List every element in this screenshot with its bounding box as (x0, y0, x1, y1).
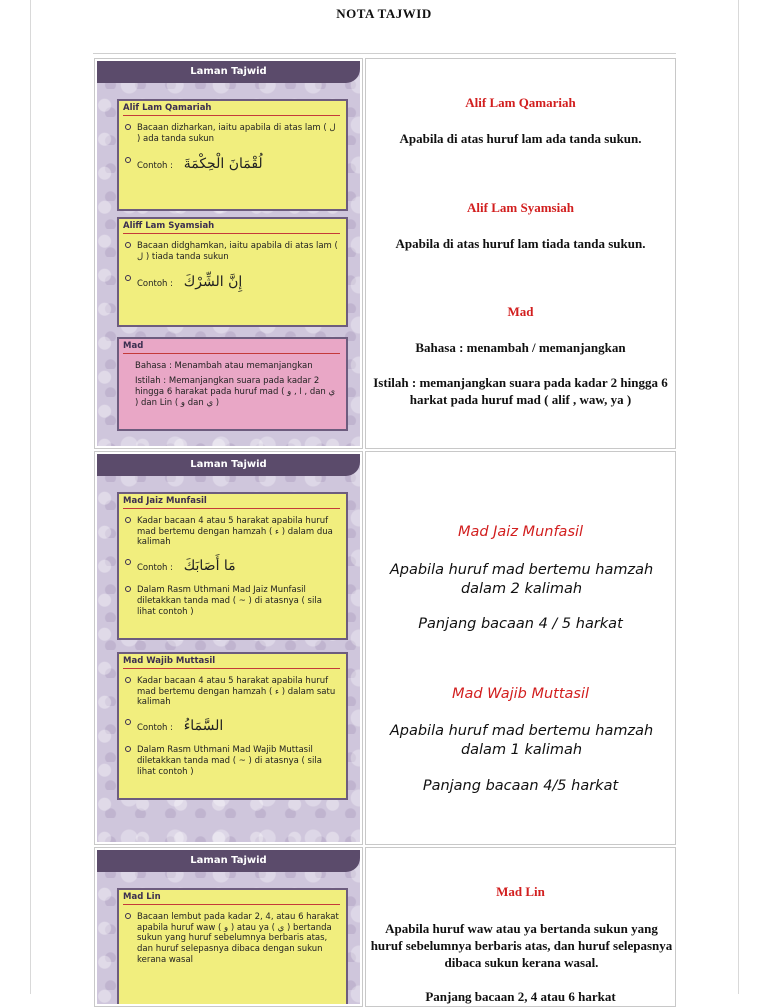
alif-qamariah-box (117, 99, 348, 211)
bullet-icon (125, 242, 131, 248)
bullet-icon (125, 719, 131, 725)
bullet-icon (125, 124, 131, 130)
arabic-example: لُقْمَانَ الْحِكْمَةَ (183, 156, 263, 173)
box-heading: Mad Lin (119, 890, 346, 904)
mad-lin-box (117, 888, 348, 1004)
box-line-text: Kadar bacaan 4 atau 5 harakat apabila huruf mad bertemu dengan hamzah ( ء ) dalam dua kalimah (137, 516, 333, 548)
mad-bahasa: Bahasa : Menambah atau memanjangkan (135, 361, 313, 371)
contoh-label: Contoh : (137, 279, 174, 290)
page-edge-right (738, 0, 739, 994)
bullet-icon (125, 913, 131, 919)
contoh-label: Contoh : (137, 722, 174, 733)
text-cell-1 (365, 58, 676, 449)
box-line-text: Dalam Rasm Uthmani Mad Wajib Muttasil diletakkan tanda mad ( ~ ) di atasnya ( sila lihat contoh ) (137, 745, 322, 777)
text-mad-istilah: Istilah : memanjangkan suara pada kadar 2 hingga 6 harkat pada huruf mad ( alif , waw, ya ) (373, 375, 668, 407)
mad-wajib-box (117, 652, 348, 800)
box-line-text: Kadar bacaan 4 atau 5 harakat apabila huruf mad bertemu dengan hamzah ( ء ) dalam satu kalimah (137, 676, 336, 708)
title-divider (93, 53, 676, 54)
box-line-text: Dalam Rasm Uthmani Mad Jaiz Munfasil diletakkan tanda mad ( ~ ) di atasnya ( sila lihat contoh ) (137, 585, 322, 617)
box-heading: Mad (119, 339, 346, 353)
box-heading: Mad Jaiz Munfasil (119, 494, 346, 508)
heading-mad-jaiz: Mad Jaiz Munfasil (457, 524, 584, 540)
text-cell-2 (365, 451, 676, 845)
bullet-icon (125, 559, 131, 565)
box-line (119, 121, 346, 144)
contoh-label: Contoh : (137, 562, 174, 573)
text-mad-bahasa: Bahasa : menambah / memanjangkan (415, 340, 626, 355)
laman-tajwid-card-2 (97, 454, 360, 842)
alif-syamsiah-box (117, 217, 348, 327)
image-cell-1 (94, 58, 363, 449)
box-heading: Mad Wajib Muttasil (119, 654, 346, 668)
box-line-text: Bacaan didghamkan, iaitu apabila di atas lam ( ل ) tiada tanda sukun (137, 241, 338, 262)
card-header: Laman Tajwid (97, 454, 360, 476)
box-line (119, 910, 346, 965)
box-line (119, 743, 346, 777)
heading-alif-syamsiah: Alif Lam Syamsiah (467, 200, 574, 215)
text-mad-lin-panjang: Panjang bacaan 2, 4 atau 6 harkat (425, 989, 616, 1004)
page-edge-left (30, 0, 31, 994)
image-cell-2 (94, 451, 363, 845)
text-mad-wajib-panjang: Panjang bacaan 4/5 harkat (422, 778, 619, 794)
card-header: Laman Tajwid (97, 61, 360, 83)
box-contoh (119, 272, 346, 292)
laman-tajwid-card-1 (97, 61, 360, 446)
heading-alif-qamariah: Alif Lam Qamariah (465, 95, 576, 110)
bullet-icon (125, 157, 131, 163)
box-contoh (119, 154, 346, 174)
laman-tajwid-card-3 (97, 850, 360, 1004)
bullet-icon (125, 586, 131, 592)
text-mad-jaiz-panjang: Panjang bacaan 4 / 5 harkat (418, 616, 623, 632)
bullet-icon (125, 746, 131, 752)
image-cell-3 (94, 847, 363, 1007)
contoh-label: Contoh : (137, 161, 174, 172)
heading-mad: Mad (507, 304, 534, 319)
arabic-example: مَا أَصَابَكَ (183, 557, 236, 574)
text-alif-qamariah: Apabila di atas huruf lam ada tanda sukun. (399, 131, 642, 146)
heading-mad-wajib: Mad Wajib Muttasil (451, 686, 590, 702)
mad-jaiz-box (117, 492, 348, 640)
box-heading: Aliff Lam Syamsiah (119, 219, 346, 233)
mad-box (117, 337, 348, 431)
box-heading: Alif Lam Qamariah (119, 101, 346, 115)
text-mad-jaiz: Apabila huruf mad bertemu hamzah dalam 2 kalimah (389, 562, 654, 597)
card-header: Laman Tajwid (97, 850, 360, 872)
text-cell-3 (365, 847, 676, 1007)
box-line (119, 583, 346, 617)
text-mad-wajib: Apabila huruf mad bertemu hamzah dalam 1 kalimah (389, 723, 654, 758)
box-line (119, 239, 346, 262)
arabic-example: السَّمَاءُ (183, 717, 224, 734)
text-mad-lin: Apabila huruf waw atau ya bertanda sukun yang huruf sebelumnya berbaris atas, dan huruf selepasnya dibaca sukun kerana wasal. (370, 921, 673, 970)
bullet-icon (125, 517, 131, 523)
bullet-icon (125, 275, 131, 281)
arabic-example: إِنَّ الشِّرْكَ (183, 274, 243, 291)
box-line (119, 674, 346, 708)
mad-istilah: Istilah : Memanjangkan suara pada kadar 2 hingga 6 harakat pada huruf mad ( ا , و , dan ي ) dan Lin ( و dan ي ) (135, 376, 336, 409)
box-line (119, 514, 346, 548)
box-line-text: Bacaan lembut pada kadar 2, 4, atau 6 harakat apabila huruf waw ( و ) atau ya ( ي ) bertanda sukun yang huruf sebelumnya berbaris atas, dan huruf selepasnya dibaca dengan sukun kerana wasal (137, 912, 339, 965)
page-title: NOTA TAJWID (336, 6, 432, 21)
bullet-icon (125, 677, 131, 683)
box-contoh (119, 556, 346, 576)
box-contoh (119, 716, 346, 736)
heading-mad-lin: Mad Lin (496, 884, 545, 899)
text-alif-syamsiah: Apabila di atas huruf lam tiada tanda sukun. (395, 236, 646, 251)
box-line-text: Bacaan dizharkan, iaitu apabila di atas lam ( ل ) ada tanda sukun (137, 123, 336, 144)
